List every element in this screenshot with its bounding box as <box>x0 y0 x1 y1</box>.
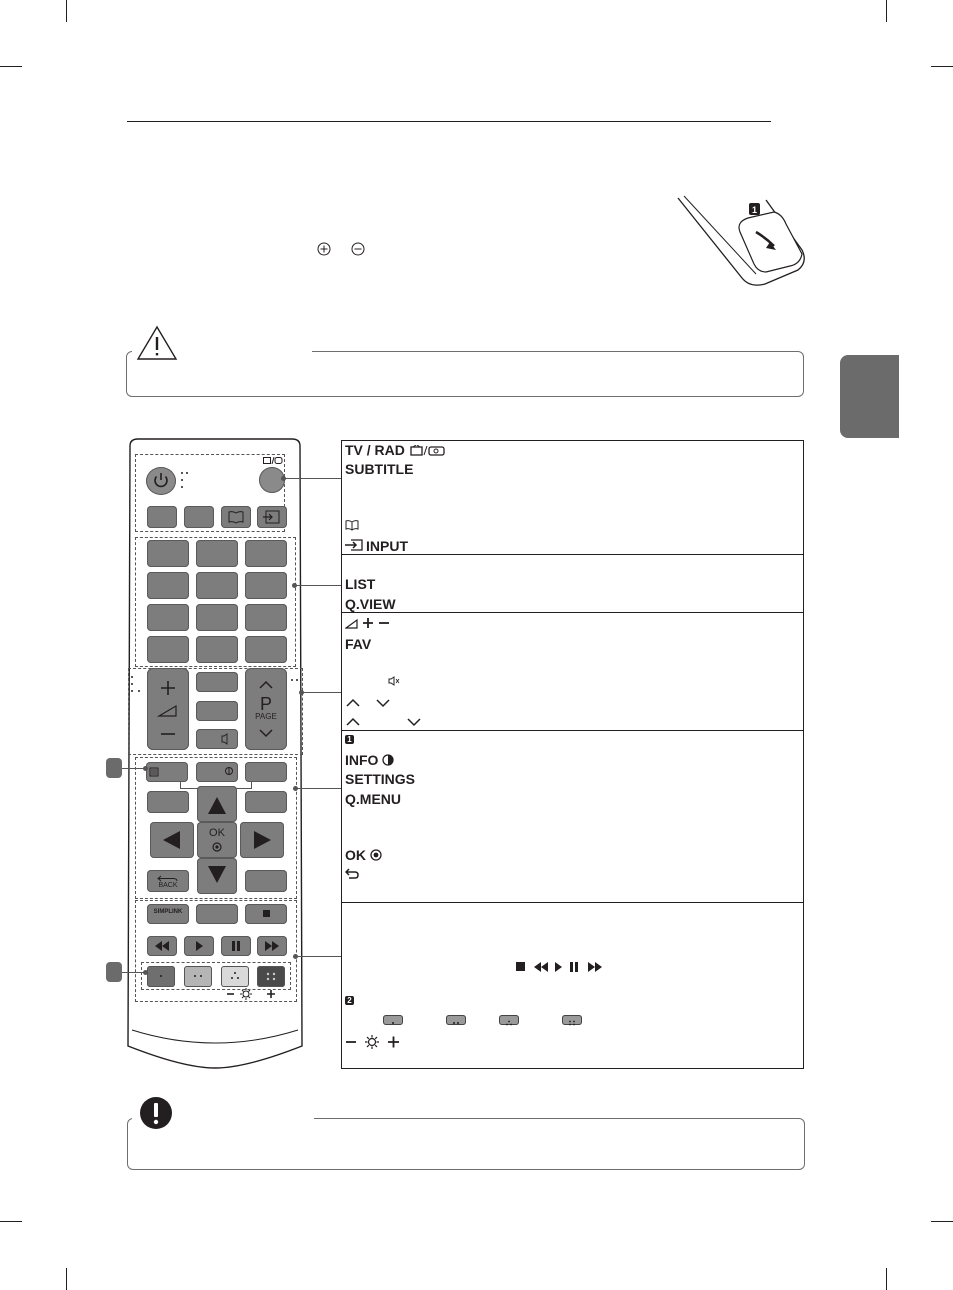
play-button[interactable] <box>184 936 214 956</box>
marker-one-badge: 1 <box>345 735 354 744</box>
panel-divider <box>342 612 803 613</box>
chapter-tab <box>840 355 899 438</box>
exit-button[interactable] <box>245 870 287 892</box>
crop-mark <box>66 1268 67 1290</box>
red-key[interactable] <box>147 966 175 987</box>
crop-mark <box>0 66 22 67</box>
info-button[interactable] <box>196 762 238 782</box>
yellow-key[interactable] <box>221 966 249 987</box>
mute-icon <box>388 676 400 686</box>
green-key-icon <box>446 1015 466 1025</box>
list-key[interactable] <box>147 636 189 663</box>
note-box <box>127 1118 805 1170</box>
volume-icon <box>345 616 393 630</box>
crop-mark <box>886 0 887 22</box>
q-view-key[interactable] <box>245 636 287 663</box>
caution-box <box>126 351 804 397</box>
svg-text:1: 1 <box>751 205 758 215</box>
number-key[interactable] <box>196 636 238 663</box>
panel-divider <box>342 730 803 731</box>
fav-label: FAV <box>345 636 372 652</box>
header-rule <box>127 121 771 122</box>
number-key[interactable] <box>196 572 238 599</box>
number-key[interactable] <box>245 604 287 631</box>
chevron-down-icon <box>406 717 422 727</box>
chevron-up-icon <box>345 717 361 727</box>
media-blank-button[interactable] <box>196 904 238 924</box>
guide-button[interactable] <box>221 506 251 528</box>
q-view-label: Q.VIEW <box>345 596 396 612</box>
dpad-right[interactable] <box>240 822 284 858</box>
teletext-button[interactable] <box>146 762 188 782</box>
ok-button[interactable] <box>197 822 237 858</box>
red-key-icon <box>383 1015 403 1025</box>
number-key[interactable] <box>245 572 287 599</box>
stop-button[interactable] <box>245 904 287 924</box>
yellow-key-icon <box>499 1015 519 1025</box>
back-icon <box>345 867 359 879</box>
power-button[interactable] <box>146 467 176 495</box>
number-key[interactable] <box>147 604 189 631</box>
info-label: INFO <box>345 752 379 768</box>
media-controls-icon <box>515 961 607 973</box>
ok-desc-label: OK <box>345 847 366 863</box>
caution-box-top-rule <box>312 351 313 352</box>
leader-media-dot <box>293 954 298 959</box>
brightness-icon <box>226 987 280 1001</box>
list-label: LIST <box>345 576 376 592</box>
blue-key[interactable] <box>257 966 285 987</box>
panel-divider <box>342 554 803 555</box>
program-rocker[interactable] <box>245 668 287 750</box>
crop-mark <box>0 1221 22 1222</box>
leader-media <box>295 956 342 957</box>
fast-forward-button[interactable] <box>257 936 287 956</box>
note-icon <box>139 1096 173 1130</box>
tv-rad-icon <box>263 456 283 465</box>
green-key[interactable] <box>184 966 212 987</box>
number-key[interactable] <box>245 540 287 567</box>
marker-one-dot <box>143 766 148 771</box>
marker-two <box>106 962 122 982</box>
subtitle-label: SUBTITLE <box>345 461 414 477</box>
q-menu-button[interactable] <box>147 791 189 813</box>
small-button-1[interactable] <box>147 506 177 528</box>
leader-numbers <box>294 585 342 586</box>
plus-circle-icon <box>317 242 331 256</box>
marker-one <box>106 758 122 778</box>
number-key[interactable] <box>147 572 189 599</box>
leader-nav <box>295 788 342 789</box>
power-dots <box>180 470 186 490</box>
number-key[interactable] <box>196 604 238 631</box>
input-label: INPUT <box>366 538 408 554</box>
chevron-down-icon <box>375 698 391 708</box>
back-label: BACK <box>158 882 178 889</box>
description-panel <box>341 440 804 1069</box>
crop-mark <box>886 1268 887 1290</box>
caution-icon <box>136 325 178 361</box>
settings-button[interactable] <box>245 762 287 782</box>
guide-book-icon <box>345 519 359 531</box>
info-icon <box>382 754 394 766</box>
crop-mark <box>931 66 953 67</box>
panel-divider <box>342 902 803 903</box>
leader-top <box>283 478 342 479</box>
pause-button[interactable] <box>221 936 251 956</box>
marker-two-badge: 2 <box>345 996 354 1005</box>
mute-button[interactable] <box>196 729 238 749</box>
rewind-button[interactable] <box>147 936 177 956</box>
right-top-button[interactable] <box>245 791 287 813</box>
chevron-up-icon <box>345 698 361 708</box>
input-icon <box>345 539 363 551</box>
mid-button[interactable] <box>196 701 238 721</box>
blue-key-icon <box>562 1015 582 1025</box>
leader-nav-dot <box>293 786 298 791</box>
battery-cover-illustration <box>670 192 815 297</box>
ok-label: OK <box>209 827 225 839</box>
leader-numbers-dot <box>292 583 297 588</box>
volume-rocker[interactable] <box>147 668 189 750</box>
small-button-2[interactable] <box>184 506 214 528</box>
minus-circle-icon <box>351 242 365 256</box>
input-button[interactable] <box>257 506 287 528</box>
p-label: P <box>259 694 272 714</box>
leader-top-dot <box>281 476 286 481</box>
fav-button[interactable] <box>196 672 238 692</box>
leader-volume <box>301 692 342 693</box>
simplink-button[interactable] <box>147 904 189 924</box>
simplink-label: SIMPLINK <box>153 909 183 915</box>
number-key[interactable] <box>147 540 189 567</box>
q-menu-label: Q.MENU <box>345 791 401 807</box>
ok-icon <box>370 849 382 861</box>
crop-mark <box>66 0 67 22</box>
marker-two-dot <box>143 970 148 975</box>
vol-dots <box>130 674 144 701</box>
prog-dots <box>290 674 300 692</box>
settings-label: SETTINGS <box>345 771 416 787</box>
tv-rad-desc-icon <box>410 445 446 456</box>
leader-volume-dot <box>299 690 304 695</box>
page-label: PAGE <box>255 712 277 721</box>
back-button[interactable] <box>147 870 189 892</box>
brightness-icon <box>345 1034 401 1050</box>
dpad-up[interactable] <box>197 786 237 822</box>
dpad-left[interactable] <box>150 822 194 858</box>
crop-mark <box>931 1221 953 1222</box>
tv-rad-label: TV / RAD <box>345 442 405 458</box>
number-key[interactable] <box>196 540 238 567</box>
dpad-down[interactable] <box>197 858 237 894</box>
